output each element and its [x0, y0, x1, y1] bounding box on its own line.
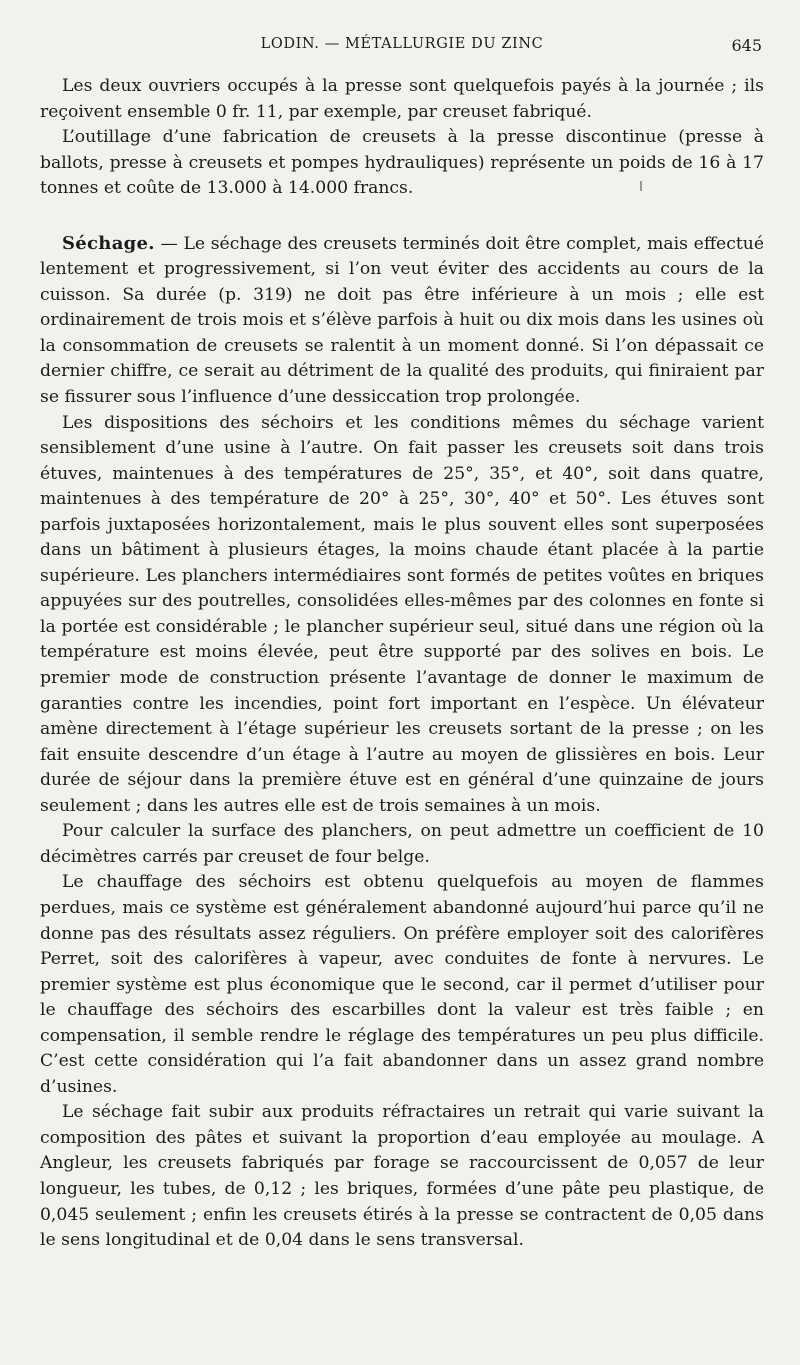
paragraph-text: L’outillage d’une fabrication de creusets à la presse discontinue (presse à ballots, presse à creusets et pompes hydrauliques) représente un poids de 16 à 17 tonnes et coûte de 13.000 à 14.000 francs. [40, 127, 764, 199]
paragraph-tooling [40, 125, 764, 202]
paragraph-text: Les deux ouvriers occupés à la presse sont quelquefois payés à la journée ; ils reçoivent ensemble 0 fr. 11, par exemple, par creuset fabriqué. [40, 76, 764, 122]
running-head [40, 36, 764, 58]
paragraph-sechage [40, 231, 764, 411]
page-number: 645 [731, 36, 762, 55]
body-text [40, 74, 764, 1254]
paragraph-floor-area [40, 819, 764, 870]
paragraph-shrinkage [40, 1100, 764, 1253]
paragraph-text: — Le séchage des creusets terminés doit être complet, mais effectué lentement et progressivement, si l’on veut éviter des accidents au cours de la cuisson. Sa durée (p. 319) ne doit pas être inférieure à un mois ; elle est ordinairement de trois mois et s’élève parfois à huit ou dix mois dans les usines où la consommation de creusets se ralentit à un moment donné. Si l’on dépassait ce dernier chiffre, ce serait au détriment de la qualité des produits, qui finiraient par se fissurer sous l’influence d’une dessiccation trop prolongée. [40, 233, 764, 408]
print-speck-mark [640, 181, 642, 191]
paragraph-workers-pay [40, 74, 764, 125]
paragraph-dryer-layout [40, 411, 764, 820]
paragraph-heating [40, 870, 764, 1100]
paragraph-text: Le séchage fait subir aux produits réfractaires un retrait qui varie suivant la composition des pâtes et suivant la proportion d’eau employée au moulage. A Angleur, les creusets fabriqués par forage se raccourcissent de 0,057 de leur longueur, les tubes, de 0,12 ; les briques, formées d’une pâte peu plastique, de 0,045 seulement ; enfin les creusets étirés à la presse se contractent de 0,05 dans le sens longitudinal et de 0,04 dans le sens transversal. [40, 1102, 764, 1251]
paragraph-text: Pour calculer la surface des planchers, on peut admettre un coefficient de 10 décimètres carrés par creuset de four belge. [40, 821, 764, 867]
paragraph-text: Les dispositions des séchoirs et les conditions mêmes du séchage varient sensiblement d’une usine à l’autre. On fait passer les creusets soit dans trois étuves, maintenues à des températures de 25°, 35°, et 40°, soit dans quatre, maintenues à des température de 20° à 25°, 30°, 40° et 50°. Les étuves sont parfois juxtaposées horizontalement, mais le plus souvent elles sont superposées dans un bâtiment à plusieurs étages, la moins chaude étant placée à la partie supérieure. Les planchers intermédiaires sont formés de petites voûtes en briques appuyées sur des poutrelles, consolidées elles-mêmes par des colonnes en fonte si la portée est considérable ; le plancher supérieur seul, situé dans une région où la température est moins élevée, peut être supporté par des solives en bois. Le premier mode de construction présente l’avantage de donner le maximum de garanties contre les incendies, point fort important en l’espèce. Un élévateur amène directement à l’étage supérieur les creusets sortant de la presse ; on les fait ensuite descendre d’un étage à l’autre au moyen de glissières en bois. Leur durée de séjour dans la première étuve est en général d’une quinzaine de jours seulement ; dans les autres elle est de trois semaines à un mois. [40, 412, 764, 816]
section-heading: Séchage. [62, 232, 155, 254]
running-title: LODIN. — MÉTALLURGIE DU ZINC [260, 36, 544, 52]
paragraph-text: Le chauffage des séchoirs est obtenu quelquefois au moyen de flammes perdues, mais ce système est généralement abandonné aujourd’hui parce qu’il ne donne pas des résultats assez réguliers. On préfère employer soit des calorifères Perret, soit des calorifères à vapeur, avec conduites de fonte à nervures. Le premier système est plus économique que le second, car il permet d’utiliser pour le chauffage des séchoirs des escarbilles dont la valeur est très faible ; en compensation, il semble rendre le réglage des températures un peu plus difficile. C’est cette considération qui l’a fait abandonner dans un assez grand nombre d’usines. [40, 872, 764, 1097]
